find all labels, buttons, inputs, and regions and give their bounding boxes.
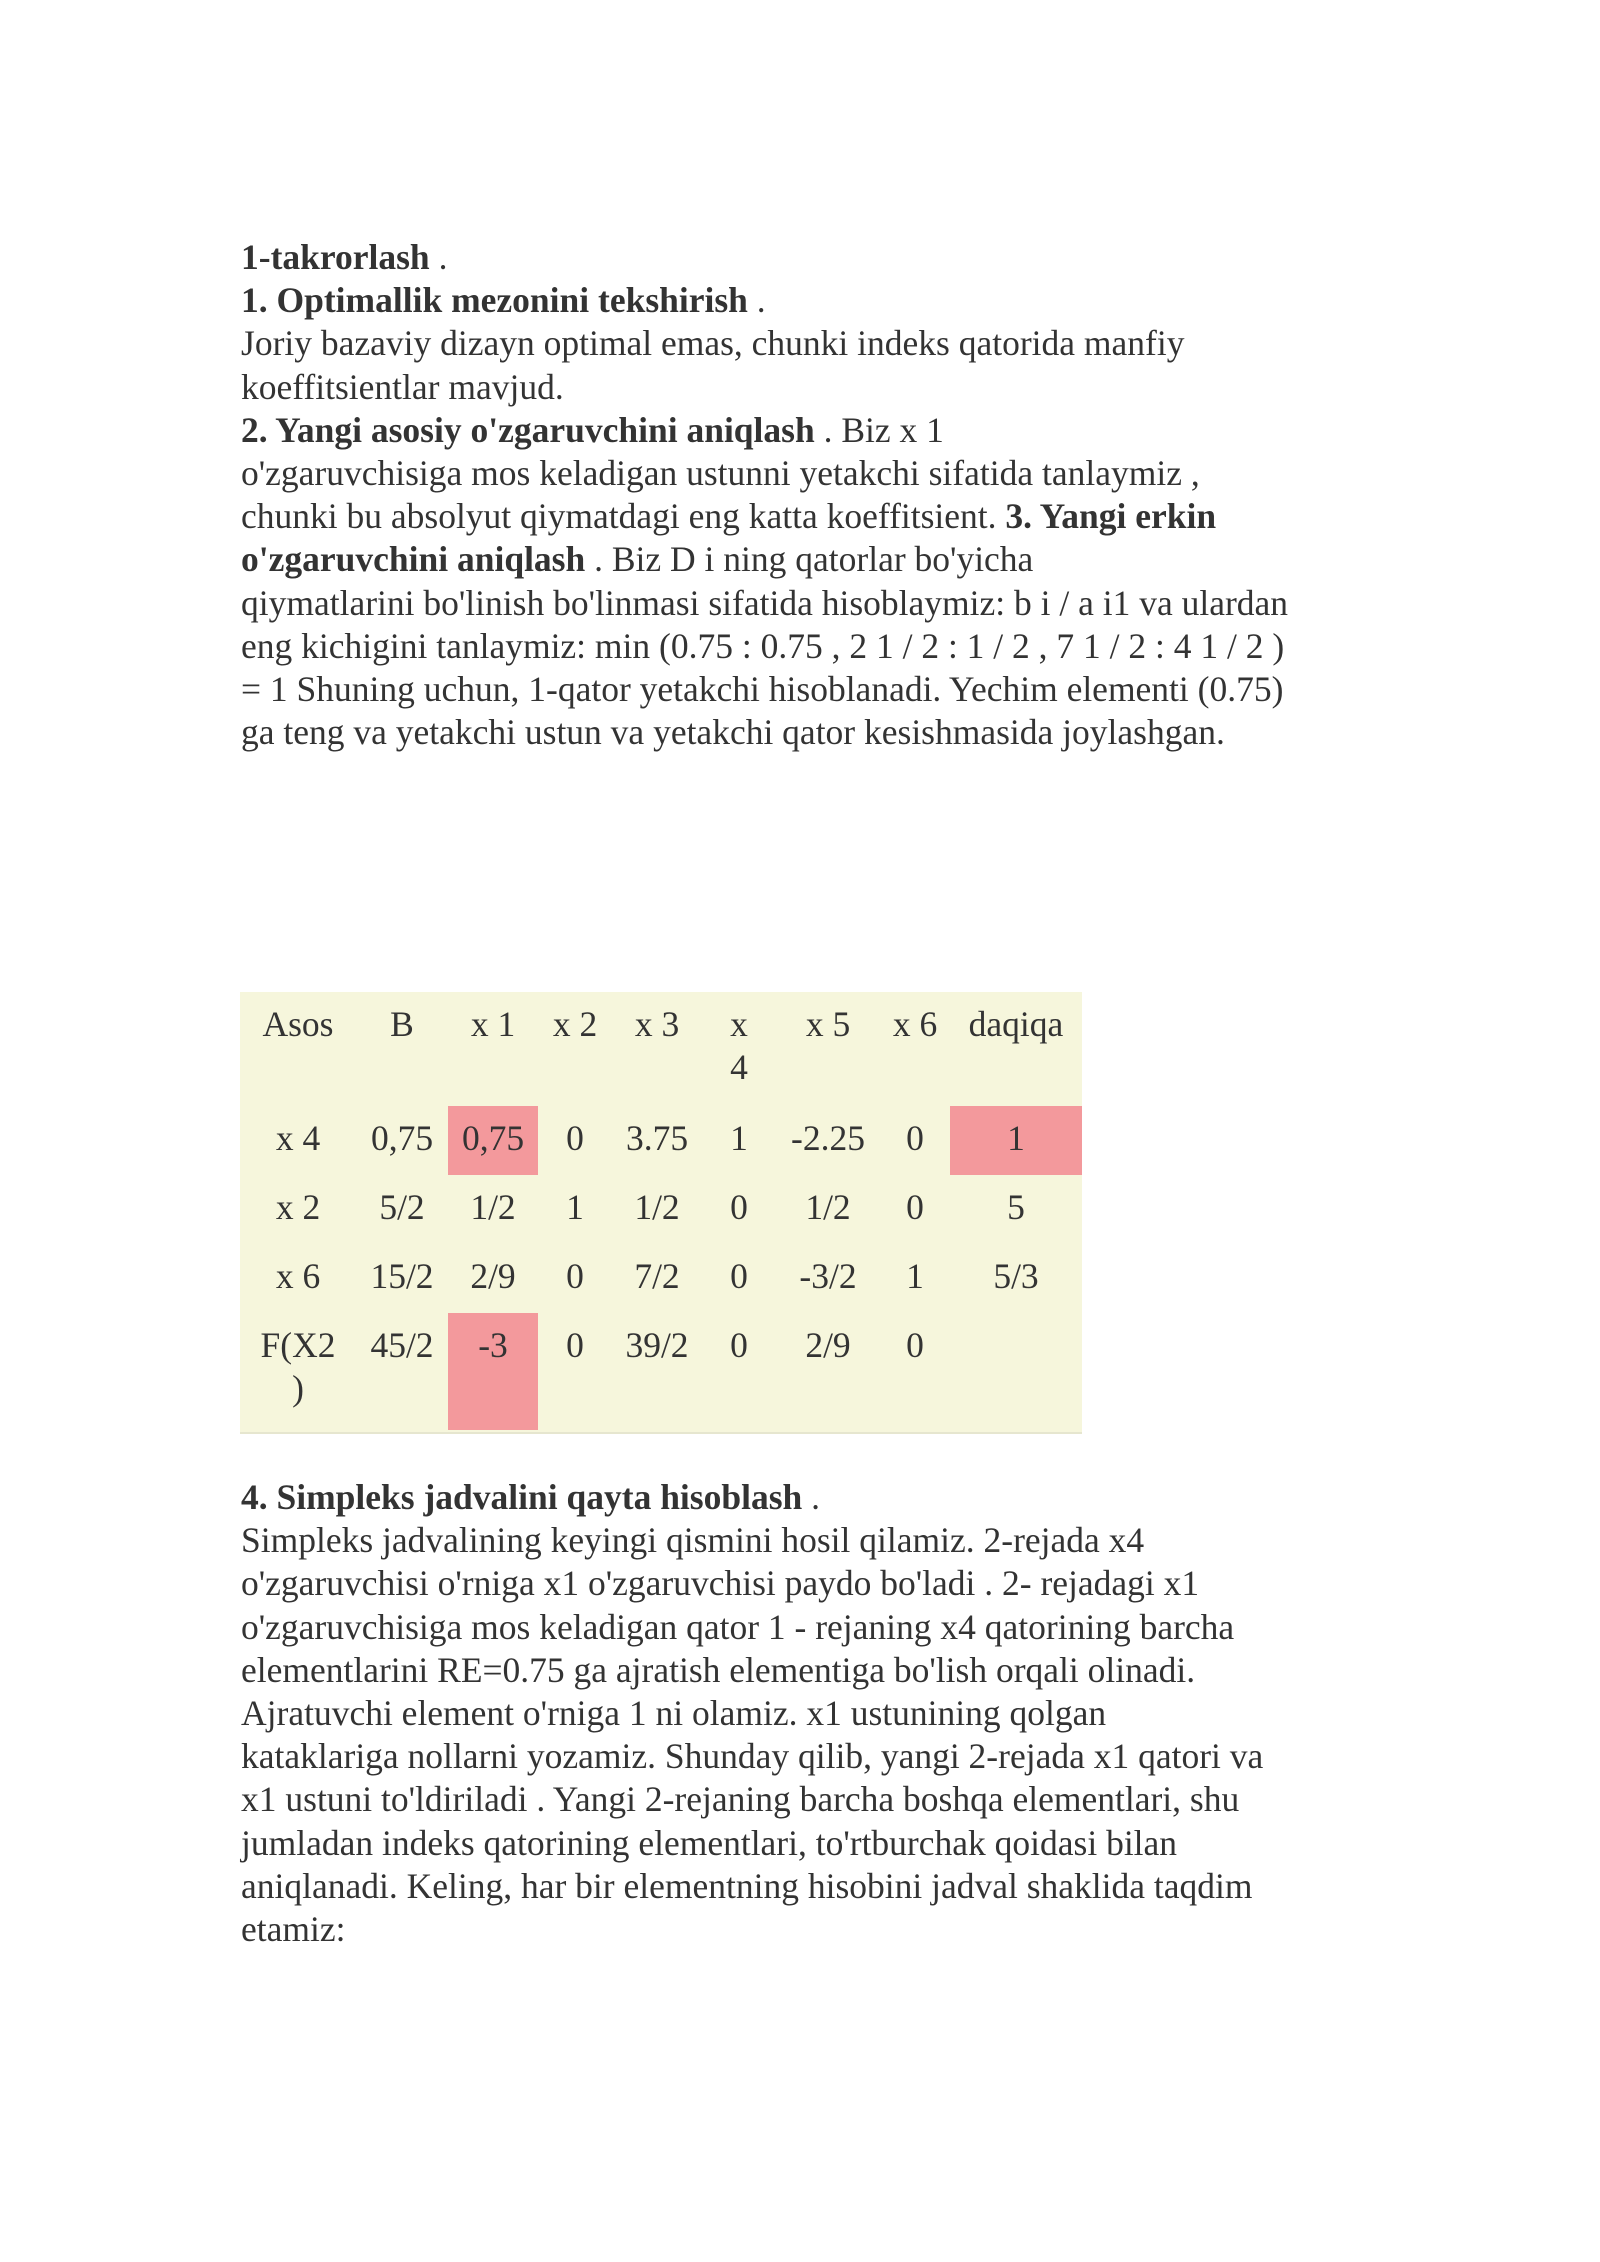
step1-title: 1. Optimallik mezonini tekshirish — [241, 280, 748, 321]
step4-text-line: Ajratuvchi element o'rniga 1 ni olamiz. x1 ustunining qolgan — [241, 1693, 1107, 1734]
row3-b: 15/2 — [370, 1256, 434, 1296]
row4-x3: 39/2 — [625, 1325, 689, 1365]
header-daqiqa: daqiqa — [968, 1004, 1064, 1044]
header-x4: x 4 — [730, 1004, 748, 1087]
row2-x2: 1 — [566, 1187, 584, 1227]
row2-daqiqa: 5 — [1007, 1187, 1025, 1227]
step4-text-line: etamiz: — [241, 1909, 346, 1950]
row1-x6: 0 — [906, 1118, 924, 1158]
row4-daqiqa — [950, 1313, 1082, 1430]
row3-x2: 0 — [566, 1256, 584, 1296]
row4-x4: 0 — [730, 1325, 748, 1365]
row4-basis: F(X2 ) — [260, 1325, 336, 1408]
step1-heading-line — [241, 279, 1371, 322]
row4-x1-leading: -3 — [448, 1313, 538, 1430]
row1-x5: -2.25 — [791, 1118, 865, 1158]
row2-x6: 0 — [906, 1187, 924, 1227]
simplex-table — [240, 992, 1082, 1434]
header-x1: x 1 — [470, 1004, 516, 1044]
row1-daqiqa-min: 1 — [950, 1106, 1082, 1175]
row3-x4: 0 — [730, 1256, 748, 1296]
step4-text-line: Simpleks jadvalining keyingi qismini hosil qilamiz. 2-rejada x4 — [241, 1520, 1145, 1561]
step4-text-line: elementlarini RE=0.75 ga ajratish elementiga bo'lish orqali olinadi. — [241, 1649, 1196, 1690]
step2-text-line-3 — [241, 495, 1371, 538]
step4-text-line: o'zgaruvchisiga mos keladigan qator 1 - rejaning x4 qatorining barcha — [241, 1606, 1235, 1647]
section-iteration-1 — [241, 236, 1371, 754]
row2-x3: 1/2 — [634, 1187, 680, 1227]
row1-x3: 3.75 — [625, 1118, 689, 1158]
row2-b: 5/2 — [379, 1187, 425, 1227]
step4-text-line: kataklariga nollarni yozamiz. Shunday qilib, yangi 2-rejada x1 qatori va — [241, 1736, 1264, 1777]
step3-heading-line — [241, 538, 1371, 581]
step2-title: 2. Yangi asosiy o'zgaruvchini aniqlash — [241, 409, 815, 450]
row2-x1: 1/2 — [470, 1187, 516, 1227]
step3-text-line-5: ga teng va yetakchi ustun va yetakchi qator kesishmasida joylashgan. — [241, 712, 1225, 753]
step3-title-part2: o'zgaruvchini aniqlash — [241, 539, 586, 580]
row4-x5: 2/9 — [805, 1325, 851, 1365]
step4-text-line: aniqlanadi. Keling, har bir elementning hisobini jadval shaklida taqdim — [241, 1865, 1253, 1906]
row3-daqiqa: 5/3 — [993, 1256, 1039, 1296]
row3-basis: x 6 — [275, 1256, 321, 1296]
step2-heading-line — [241, 409, 1371, 452]
section-step-4 — [241, 1476, 1371, 1951]
row4-x6: 0 — [906, 1325, 924, 1365]
row1-x4: 1 — [730, 1118, 748, 1158]
row2-x4: 0 — [730, 1187, 748, 1227]
row2-basis: x 2 — [275, 1187, 321, 1227]
step4-suffix: . — [802, 1477, 821, 1517]
iteration-title: 1-takrorlash — [241, 237, 430, 277]
step3-title-part1: 3. Yangi erkin — [1005, 496, 1217, 537]
header-b: B — [390, 1004, 414, 1044]
step4-text-line: x1 ustuni to'ldiriladi . Yangi 2-rejaning barcha boshqa elementlari, shu — [241, 1779, 1240, 1820]
step2-after: . Biz x 1 — [814, 409, 944, 450]
step3-after: . Biz D i ning qatorlar bo'yicha — [585, 539, 1034, 580]
iteration-heading-line — [241, 236, 1371, 279]
step3-text-line-3: eng kichigini tanlaymiz: min (0.75 : 0.75 , 2 1 / 2 : 1 / 2 , 7 1 / 2 : 4 1 / 2 ) — [241, 625, 1285, 666]
row1-x2: 0 — [566, 1118, 584, 1158]
row1-b: 0,75 — [370, 1118, 434, 1158]
step2-line3-text: chunki bu absolyut qiymatdagi eng katta koeffitsient. — [241, 496, 1006, 537]
step4-heading-line — [241, 1476, 1371, 1519]
row1-basis: x 4 — [275, 1118, 321, 1158]
step2-text-line-2: o'zgaruvchisiga mos keladigan ustunni yetakchi sifatida tanlaymiz , — [241, 453, 1200, 494]
header-x2: x 2 — [552, 1004, 598, 1044]
step3-text-line-4: = 1 Shuning uchun, 1-qator yetakchi hisoblanadi. Yechim elementi (0.75) — [241, 669, 1284, 710]
row2-x5: 1/2 — [805, 1187, 851, 1227]
row4-x2: 0 — [566, 1325, 584, 1365]
step4-title: 4. Simpleks jadvalini qayta hisoblash — [241, 1477, 803, 1517]
step1-suffix: . — [747, 280, 766, 321]
iteration-title-suffix: . — [429, 237, 448, 277]
header-x6: x 6 — [892, 1004, 938, 1044]
header-asos: Asos — [262, 1004, 334, 1044]
row3-x1: 2/9 — [470, 1256, 516, 1296]
row1-x1-pivot: 0,75 — [448, 1106, 538, 1175]
step1-text-line-2: koeffitsientlar mavjud. — [241, 366, 564, 407]
step1-text-line-1: Joriy bazaviy dizayn optimal emas, chunki indeks qatorida manfiy — [241, 323, 1185, 364]
step3-text-line-2: qiymatlarini bo'linish bo'linmasi sifatida hisoblaymiz: b i / a i1 va ulardan — [241, 582, 1289, 623]
header-x5: x 5 — [805, 1004, 851, 1044]
step4-text-line: o'zgaruvchisi o'rniga x1 o'zgaruvchisi paydo bo'ladi . 2- rejadagi x1 — [241, 1563, 1200, 1604]
row3-x6: 1 — [906, 1256, 924, 1296]
row3-x3: 7/2 — [634, 1256, 680, 1296]
step4-text-line: jumladan indeks qatorining elementlari, to'rtburchak qoidasi bilan — [241, 1822, 1178, 1863]
row4-b: 45/2 — [370, 1325, 434, 1365]
header-x3: x 3 — [634, 1004, 680, 1044]
row3-x5: -3/2 — [799, 1256, 857, 1296]
